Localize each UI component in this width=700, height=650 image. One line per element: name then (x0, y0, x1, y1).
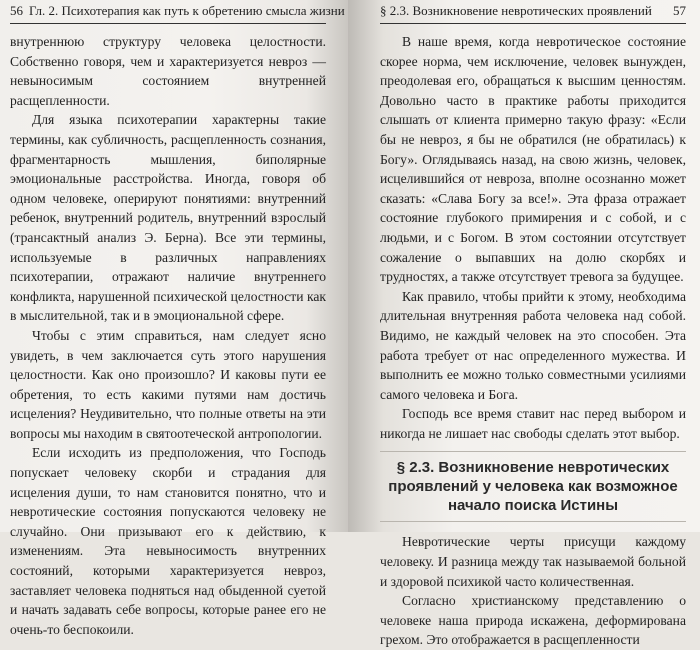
right-page-number: 57 (673, 3, 686, 18)
left-page-header (10, 2, 345, 24)
paragraph: Господь все время ставит нас перед выбором и никогда не лишает нас свободы сделать этот выбор. (380, 406, 686, 441)
section-heading: § 2.3. Возникновение невротических проявлений у человека как возможное начало поиска Истины (380, 451, 686, 522)
left-running-head: Гл. 2. Психотерапия как путь к обретению смысла жизни (29, 3, 345, 18)
right-page (348, 0, 700, 648)
left-page-number: 56 (10, 3, 23, 18)
paragraph: внутреннюю структуру человека целостности. Собственно говоря, чем и характеризуется невроз — невыносимым состоянием внутренней расщепленности. (10, 34, 326, 108)
left-page-body (10, 32, 326, 639)
paragraph: В наше время, когда невротическое состояние скорее норма, чем исключение, человек вынужден, преодолевая его, обращаться к высшим ценностям. Довольно часто в практике работы приходится слышать от клиента примерно такую фразу: «Если бы не невроз, я бы не обратился (не обратилась) к Богу». Оглядываясь назад, на свою жизнь, человек, исцелившийся от невроза, вполне осознанно может сказать: «Слава Богу за все!». Эта фраза отражает состояние глубокого примирения и с собой, и с людьми, и с Богом. В этом состоянии отсутствует сожаление о выпавших на долю скорбях и трудностях, а также отсутствует тревога за будущее. (380, 34, 686, 285)
paragraph: Чтобы с этим справиться, нам следует ясно увидеть, в чем заключается суть этого нарушения целостности. Как оно произошло? И каковы пути ее обретения, то есть какими путями нам достичь исцеления? Неудивительно, что полные ответы на эти вопросы мы находим в святоотеческой антропологии. (10, 327, 326, 441)
right-running-head: § 2.3. Возникновение невротических проявлений (380, 3, 652, 18)
left-page (0, 0, 348, 637)
paragraph: Если исходить из предположения, что Господь попускает человеку скорби и страдания для исцеления души, то нам становится понятно, что и невротические состояния попускаются человеку не случайно. Они призывают его к действию, к изменениям. Эта невыносимость внутренних состояний, которыми характеризуется невроз, заставляет человека подняться над обыденной суетой и начать задавать себе вопросы, которые ранее его не очень-то беспокоили. (10, 445, 326, 637)
right-page-header (380, 2, 686, 24)
paragraph: Согласно христианскому представлению о человеке наша природа искажена, деформирована грехом. Это отображается в расщепленности (380, 593, 686, 648)
paragraph: Невротические черты присущи каждому человеку. И разница между так называемой больной и здоровой психикой часто количественная. (380, 534, 686, 589)
right-page-body (380, 32, 686, 650)
paragraph: Как правило, чтобы прийти к этому, необходима длительная внутренняя работа человека над собой. Видимо, не каждый человек на это способен. Эта работа требует от нас определенного мужества. И выполнить ее можно только совместными усилиями самого человека и Бога. (380, 288, 686, 402)
paragraph: Для языка психотерапии характерны такие термины, как субличность, расщепленность сознания, фрагментарность мышления, биполярные эмоциональные расстройства. Иногда, говоря об одном человеке, оперируют понятиями: внутренний ребенок, внутренний родитель, внутренний взрослый (трансактный анализ Э. Берна). Все эти термины, используемые в различных направлениях психотерапии, отражают наличие внутреннего конфликта, нарушенной психической целостности как в мыслительной, так и в эмоциональной сфере. (10, 112, 326, 324)
